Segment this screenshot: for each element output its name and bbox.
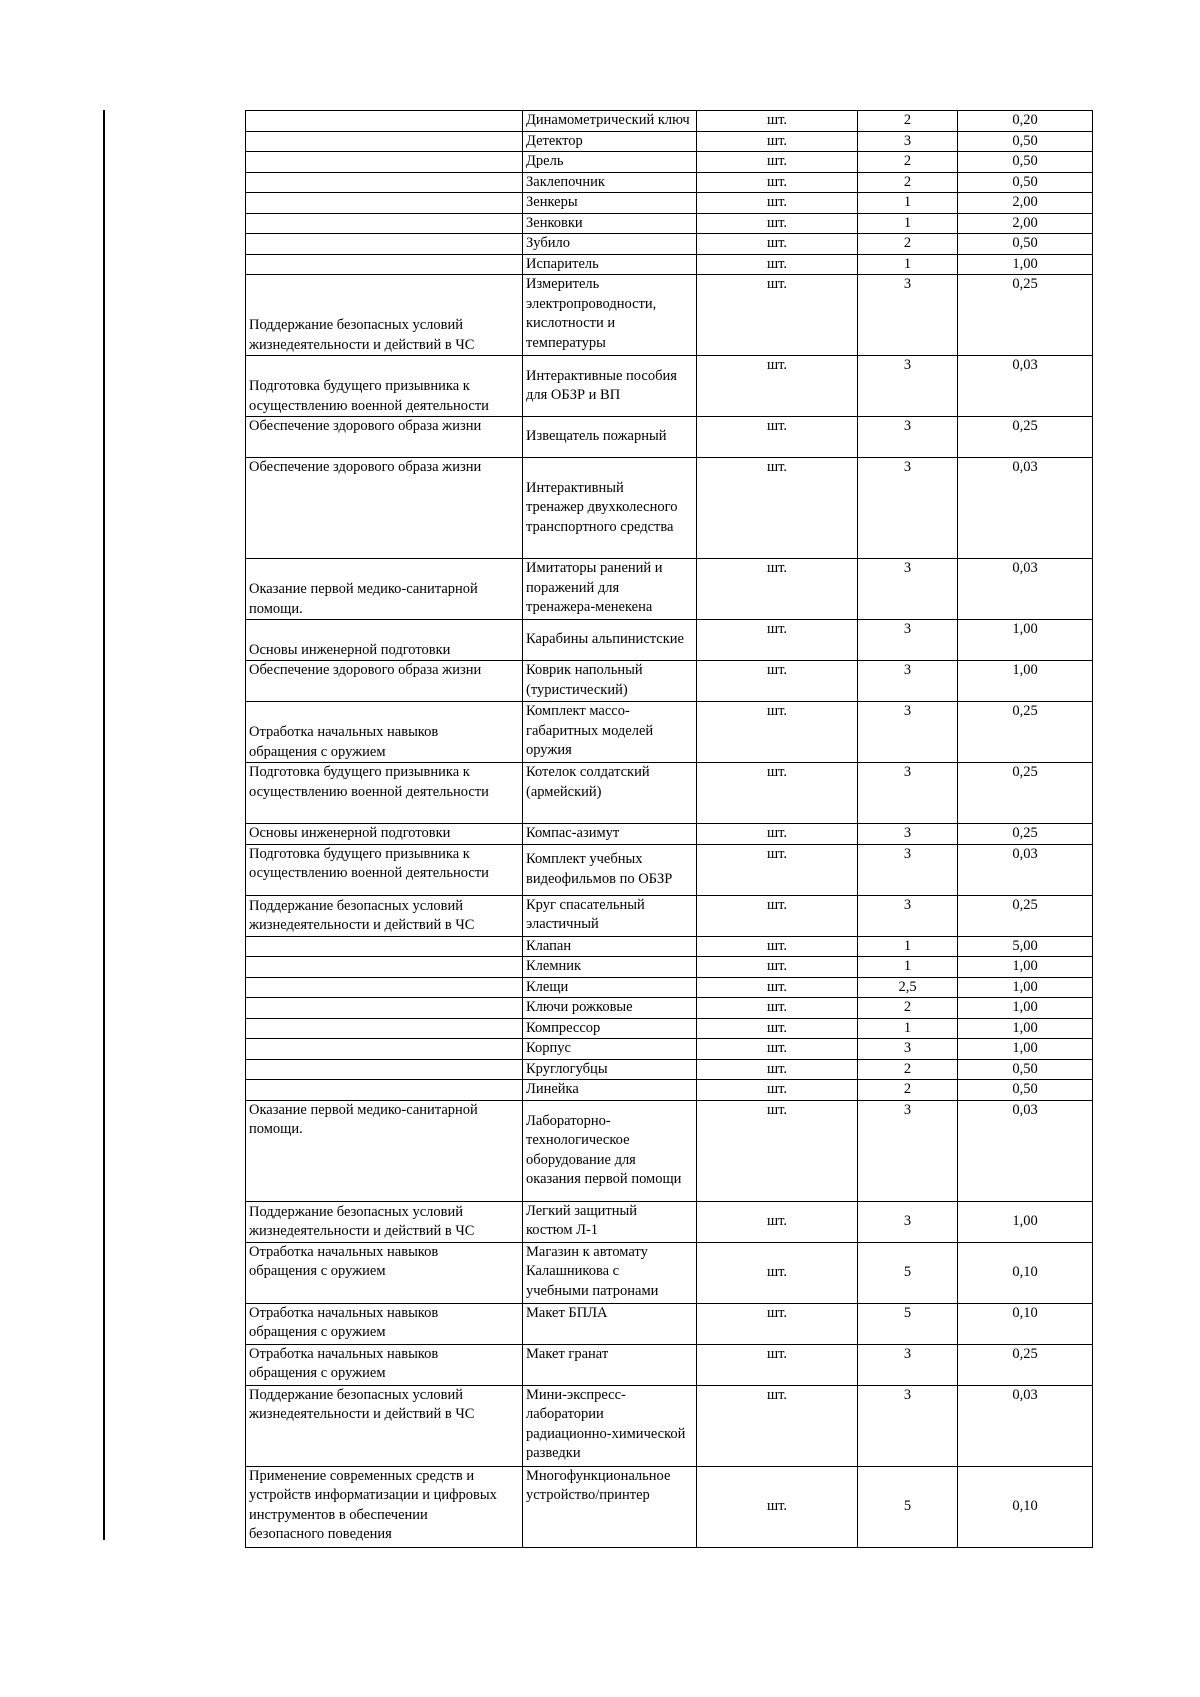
- section-cell: Оказание первой медико-санитарной помощи.: [246, 1100, 523, 1201]
- equipment-table: [245, 110, 1093, 1548]
- item-name-cell: Лабораторно- технологическое оборудование для оказания первой помощи: [523, 1100, 697, 1201]
- item-name-cell: Ключи рожковые: [523, 998, 697, 1019]
- quantity-cell: 3: [858, 895, 958, 936]
- table-row: [246, 275, 1093, 356]
- section-cell: [246, 131, 523, 152]
- item-name-cell: Комплект учебных видеофильмов по ОБЗР: [523, 844, 697, 895]
- quantity-cell: 3: [858, 1100, 958, 1201]
- item-name-cell: Извещатель пожарный: [523, 417, 697, 458]
- value-cell: 0,25: [958, 824, 1093, 845]
- unit-cell: шт.: [697, 275, 858, 356]
- value-cell: 1,00: [958, 957, 1093, 978]
- value-cell: 0,20: [958, 111, 1093, 132]
- item-name-cell: Магазин к автомату Калашникова с учебными патронами: [523, 1242, 697, 1303]
- section-cell: [246, 957, 523, 978]
- unit-cell: шт.: [697, 193, 858, 214]
- table-row: [246, 1344, 1093, 1385]
- equipment-table-body: [246, 111, 1093, 1548]
- quantity-cell: 5: [858, 1466, 958, 1547]
- value-cell: 1,00: [958, 1018, 1093, 1039]
- table-row: [246, 1018, 1093, 1039]
- item-name-cell: Линейка: [523, 1080, 697, 1101]
- unit-cell: шт.: [697, 1242, 858, 1303]
- quantity-cell: 3: [858, 763, 958, 824]
- table-row: [246, 356, 1093, 417]
- value-cell: 0,25: [958, 702, 1093, 763]
- unit-cell: шт.: [697, 172, 858, 193]
- quantity-cell: 3: [858, 1344, 958, 1385]
- value-cell: 0,10: [958, 1303, 1093, 1344]
- section-cell: [246, 1018, 523, 1039]
- table-row: [246, 844, 1093, 895]
- value-cell: 1,00: [958, 661, 1093, 702]
- unit-cell: шт.: [697, 1344, 858, 1385]
- item-name-cell: Компрессор: [523, 1018, 697, 1039]
- quantity-cell: 1: [858, 1018, 958, 1039]
- table-row: [246, 213, 1093, 234]
- table-row: [246, 1100, 1093, 1201]
- section-cell: Поддержание безопасных условий жизнедеятельности и действий в ЧС: [246, 1385, 523, 1466]
- unit-cell: шт.: [697, 936, 858, 957]
- unit-cell: шт.: [697, 131, 858, 152]
- quantity-cell: 3: [858, 1039, 958, 1060]
- quantity-cell: 3: [858, 356, 958, 417]
- section-cell: Обеспечение здорового образа жизни: [246, 661, 523, 702]
- item-name-cell: Клапан: [523, 936, 697, 957]
- item-name-cell: Многофункциональное устройство/принтер: [523, 1466, 697, 1547]
- quantity-cell: 2,5: [858, 977, 958, 998]
- table-row: [246, 234, 1093, 255]
- section-cell: Подготовка будущего призывника к осуществлению военной деятельности: [246, 763, 523, 824]
- section-cell: [246, 234, 523, 255]
- item-name-cell: Коврик напольный (туристический): [523, 661, 697, 702]
- unit-cell: шт.: [697, 234, 858, 255]
- table-row: [246, 1242, 1093, 1303]
- table-row: [246, 936, 1093, 957]
- section-cell: Отработка начальных навыков обращения с оружием: [246, 1242, 523, 1303]
- value-cell: 0,25: [958, 895, 1093, 936]
- value-cell: 0,03: [958, 1385, 1093, 1466]
- value-cell: 0,03: [958, 844, 1093, 895]
- item-name-cell: Зенкеры: [523, 193, 697, 214]
- value-cell: 0,50: [958, 131, 1093, 152]
- quantity-cell: 2: [858, 172, 958, 193]
- unit-cell: шт.: [697, 1100, 858, 1201]
- page-margin-line: [103, 110, 105, 1540]
- quantity-cell: 3: [858, 458, 958, 559]
- item-name-cell: Карабины альпинистские: [523, 620, 697, 661]
- quantity-cell: 5: [858, 1303, 958, 1344]
- value-cell: 0,10: [958, 1466, 1093, 1547]
- quantity-cell: 2: [858, 1059, 958, 1080]
- unit-cell: шт.: [697, 1018, 858, 1039]
- item-name-cell: Макет БПЛА: [523, 1303, 697, 1344]
- item-name-cell: Имитаторы ранений и поражений для тренажера-менекена: [523, 559, 697, 620]
- value-cell: 0,50: [958, 172, 1093, 193]
- item-name-cell: Круглогубцы: [523, 1059, 697, 1080]
- section-cell: Поддержание безопасных условий жизнедеятельности и действий в ЧС: [246, 275, 523, 356]
- quantity-cell: 3: [858, 1201, 958, 1242]
- value-cell: 2,00: [958, 213, 1093, 234]
- section-cell: [246, 172, 523, 193]
- item-name-cell: Дрель: [523, 152, 697, 173]
- table-row: [246, 1303, 1093, 1344]
- unit-cell: шт.: [697, 895, 858, 936]
- item-name-cell: Корпус: [523, 1039, 697, 1060]
- unit-cell: шт.: [697, 1059, 858, 1080]
- quantity-cell: 1: [858, 957, 958, 978]
- unit-cell: шт.: [697, 111, 858, 132]
- item-name-cell: Заклепочник: [523, 172, 697, 193]
- unit-cell: шт.: [697, 458, 858, 559]
- table-row: [246, 417, 1093, 458]
- section-cell: Обеспечение здорового образа жизни: [246, 417, 523, 458]
- quantity-cell: 2: [858, 152, 958, 173]
- unit-cell: шт.: [697, 620, 858, 661]
- item-name-cell: Зубило: [523, 234, 697, 255]
- quantity-cell: 2: [858, 111, 958, 132]
- section-cell: Применение современных средств и устройств информатизации и цифровых инструментов в обеспечении безопасного поведения: [246, 1466, 523, 1547]
- unit-cell: шт.: [697, 1201, 858, 1242]
- section-cell: [246, 254, 523, 275]
- item-name-cell: Интерактивные пособия для ОБЗР и ВП: [523, 356, 697, 417]
- quantity-cell: 3: [858, 1385, 958, 1466]
- unit-cell: шт.: [697, 1385, 858, 1466]
- unit-cell: шт.: [697, 998, 858, 1019]
- quantity-cell: 3: [858, 844, 958, 895]
- section-cell: [246, 111, 523, 132]
- section-cell: Поддержание безопасных условий жизнедеятельности и действий в ЧС: [246, 895, 523, 936]
- value-cell: 0,03: [958, 356, 1093, 417]
- value-cell: 1,00: [958, 977, 1093, 998]
- quantity-cell: 5: [858, 1242, 958, 1303]
- value-cell: 1,00: [958, 254, 1093, 275]
- section-cell: Отработка начальных навыков обращения с оружием: [246, 1344, 523, 1385]
- section-cell: [246, 1080, 523, 1101]
- section-cell: Отработка начальных навыков обращения с оружием: [246, 702, 523, 763]
- quantity-cell: 3: [858, 131, 958, 152]
- section-cell: [246, 1039, 523, 1060]
- value-cell: 0,50: [958, 1059, 1093, 1080]
- unit-cell: шт.: [697, 152, 858, 173]
- quantity-cell: 3: [858, 661, 958, 702]
- unit-cell: шт.: [697, 417, 858, 458]
- item-name-cell: Комплект массо- габаритных моделей оружия: [523, 702, 697, 763]
- quantity-cell: 2: [858, 234, 958, 255]
- value-cell: 0,03: [958, 458, 1093, 559]
- value-cell: 0,50: [958, 1080, 1093, 1101]
- unit-cell: шт.: [697, 702, 858, 763]
- quantity-cell: 3: [858, 417, 958, 458]
- table-row: [246, 559, 1093, 620]
- table-row: [246, 763, 1093, 824]
- item-name-cell: Клемник: [523, 957, 697, 978]
- unit-cell: шт.: [697, 957, 858, 978]
- value-cell: 0,50: [958, 152, 1093, 173]
- table-row: [246, 977, 1093, 998]
- section-cell: Основы инженерной подготовки: [246, 824, 523, 845]
- table-row: [246, 1201, 1093, 1242]
- value-cell: 0,03: [958, 1100, 1093, 1201]
- unit-cell: шт.: [697, 1039, 858, 1060]
- section-cell: [246, 152, 523, 173]
- unit-cell: шт.: [697, 356, 858, 417]
- item-name-cell: Испаритель: [523, 254, 697, 275]
- item-name-cell: Интерактивный тренажер двухколесного транспортного средства: [523, 458, 697, 559]
- table-row: [246, 620, 1093, 661]
- section-cell: [246, 977, 523, 998]
- section-cell: Отработка начальных навыков обращения с оружием: [246, 1303, 523, 1344]
- table-row: [246, 957, 1093, 978]
- table-row: [246, 172, 1093, 193]
- quantity-cell: 2: [858, 1080, 958, 1101]
- item-name-cell: Компас-азимут: [523, 824, 697, 845]
- value-cell: 5,00: [958, 936, 1093, 957]
- section-cell: [246, 998, 523, 1019]
- unit-cell: шт.: [697, 1303, 858, 1344]
- quantity-cell: 1: [858, 254, 958, 275]
- unit-cell: шт.: [697, 844, 858, 895]
- table-row: [246, 1039, 1093, 1060]
- quantity-cell: 3: [858, 702, 958, 763]
- unit-cell: шт.: [697, 559, 858, 620]
- item-name-cell: Мини-экспресс- лаборатории радиационно-химической разведки: [523, 1385, 697, 1466]
- value-cell: 0,10: [958, 1242, 1093, 1303]
- item-name-cell: Котелок солдатский (армейский): [523, 763, 697, 824]
- table-row: [246, 131, 1093, 152]
- section-cell: [246, 1059, 523, 1080]
- value-cell: 0,25: [958, 1344, 1093, 1385]
- table-row: [246, 254, 1093, 275]
- quantity-cell: 3: [858, 275, 958, 356]
- item-name-cell: Клещи: [523, 977, 697, 998]
- table-row: [246, 895, 1093, 936]
- value-cell: 1,00: [958, 620, 1093, 661]
- quantity-cell: 1: [858, 213, 958, 234]
- table-row: [246, 1466, 1093, 1547]
- section-cell: [246, 213, 523, 234]
- value-cell: 0,25: [958, 275, 1093, 356]
- table-row: [246, 1059, 1093, 1080]
- value-cell: 1,00: [958, 1039, 1093, 1060]
- item-name-cell: Зенковки: [523, 213, 697, 234]
- quantity-cell: 2: [858, 998, 958, 1019]
- table-row: [246, 702, 1093, 763]
- section-cell: Подготовка будущего призывника к осуществлению военной деятельности: [246, 356, 523, 417]
- value-cell: 0,25: [958, 417, 1093, 458]
- item-name-cell: Макет гранат: [523, 1344, 697, 1385]
- unit-cell: шт.: [697, 661, 858, 702]
- table-row: [246, 1080, 1093, 1101]
- quantity-cell: 3: [858, 620, 958, 661]
- table-row: [246, 152, 1093, 173]
- section-cell: [246, 936, 523, 957]
- section-cell: Обеспечение здорового образа жизни: [246, 458, 523, 559]
- table-row: [246, 824, 1093, 845]
- table-row: [246, 111, 1093, 132]
- table-row: [246, 193, 1093, 214]
- unit-cell: шт.: [697, 1466, 858, 1547]
- section-cell: Оказание первой медико-санитарной помощи.: [246, 559, 523, 620]
- item-name-cell: Детектор: [523, 131, 697, 152]
- item-name-cell: Легкий защитный костюм Л-1: [523, 1201, 697, 1242]
- value-cell: 0,03: [958, 559, 1093, 620]
- unit-cell: шт.: [697, 977, 858, 998]
- unit-cell: шт.: [697, 1080, 858, 1101]
- section-cell: Основы инженерной подготовки: [246, 620, 523, 661]
- quantity-cell: 3: [858, 559, 958, 620]
- item-name-cell: Круг спасательный эластичный: [523, 895, 697, 936]
- section-cell: Поддержание безопасных условий жизнедеятельности и действий в ЧС: [246, 1201, 523, 1242]
- unit-cell: шт.: [697, 254, 858, 275]
- value-cell: 1,00: [958, 998, 1093, 1019]
- table-row: [246, 458, 1093, 559]
- item-name-cell: Динамометрический ключ: [523, 111, 697, 132]
- quantity-cell: 1: [858, 936, 958, 957]
- table-row: [246, 1385, 1093, 1466]
- value-cell: 1,00: [958, 1201, 1093, 1242]
- quantity-cell: 3: [858, 824, 958, 845]
- table-row: [246, 998, 1093, 1019]
- quantity-cell: 1: [858, 193, 958, 214]
- value-cell: 0,25: [958, 763, 1093, 824]
- unit-cell: шт.: [697, 824, 858, 845]
- unit-cell: шт.: [697, 213, 858, 234]
- section-cell: Подготовка будущего призывника к осуществлению военной деятельности: [246, 844, 523, 895]
- table-row: [246, 661, 1093, 702]
- item-name-cell: Измеритель электропроводности, кислотности и температуры: [523, 275, 697, 356]
- unit-cell: шт.: [697, 763, 858, 824]
- value-cell: 2,00: [958, 193, 1093, 214]
- value-cell: 0,50: [958, 234, 1093, 255]
- section-cell: [246, 193, 523, 214]
